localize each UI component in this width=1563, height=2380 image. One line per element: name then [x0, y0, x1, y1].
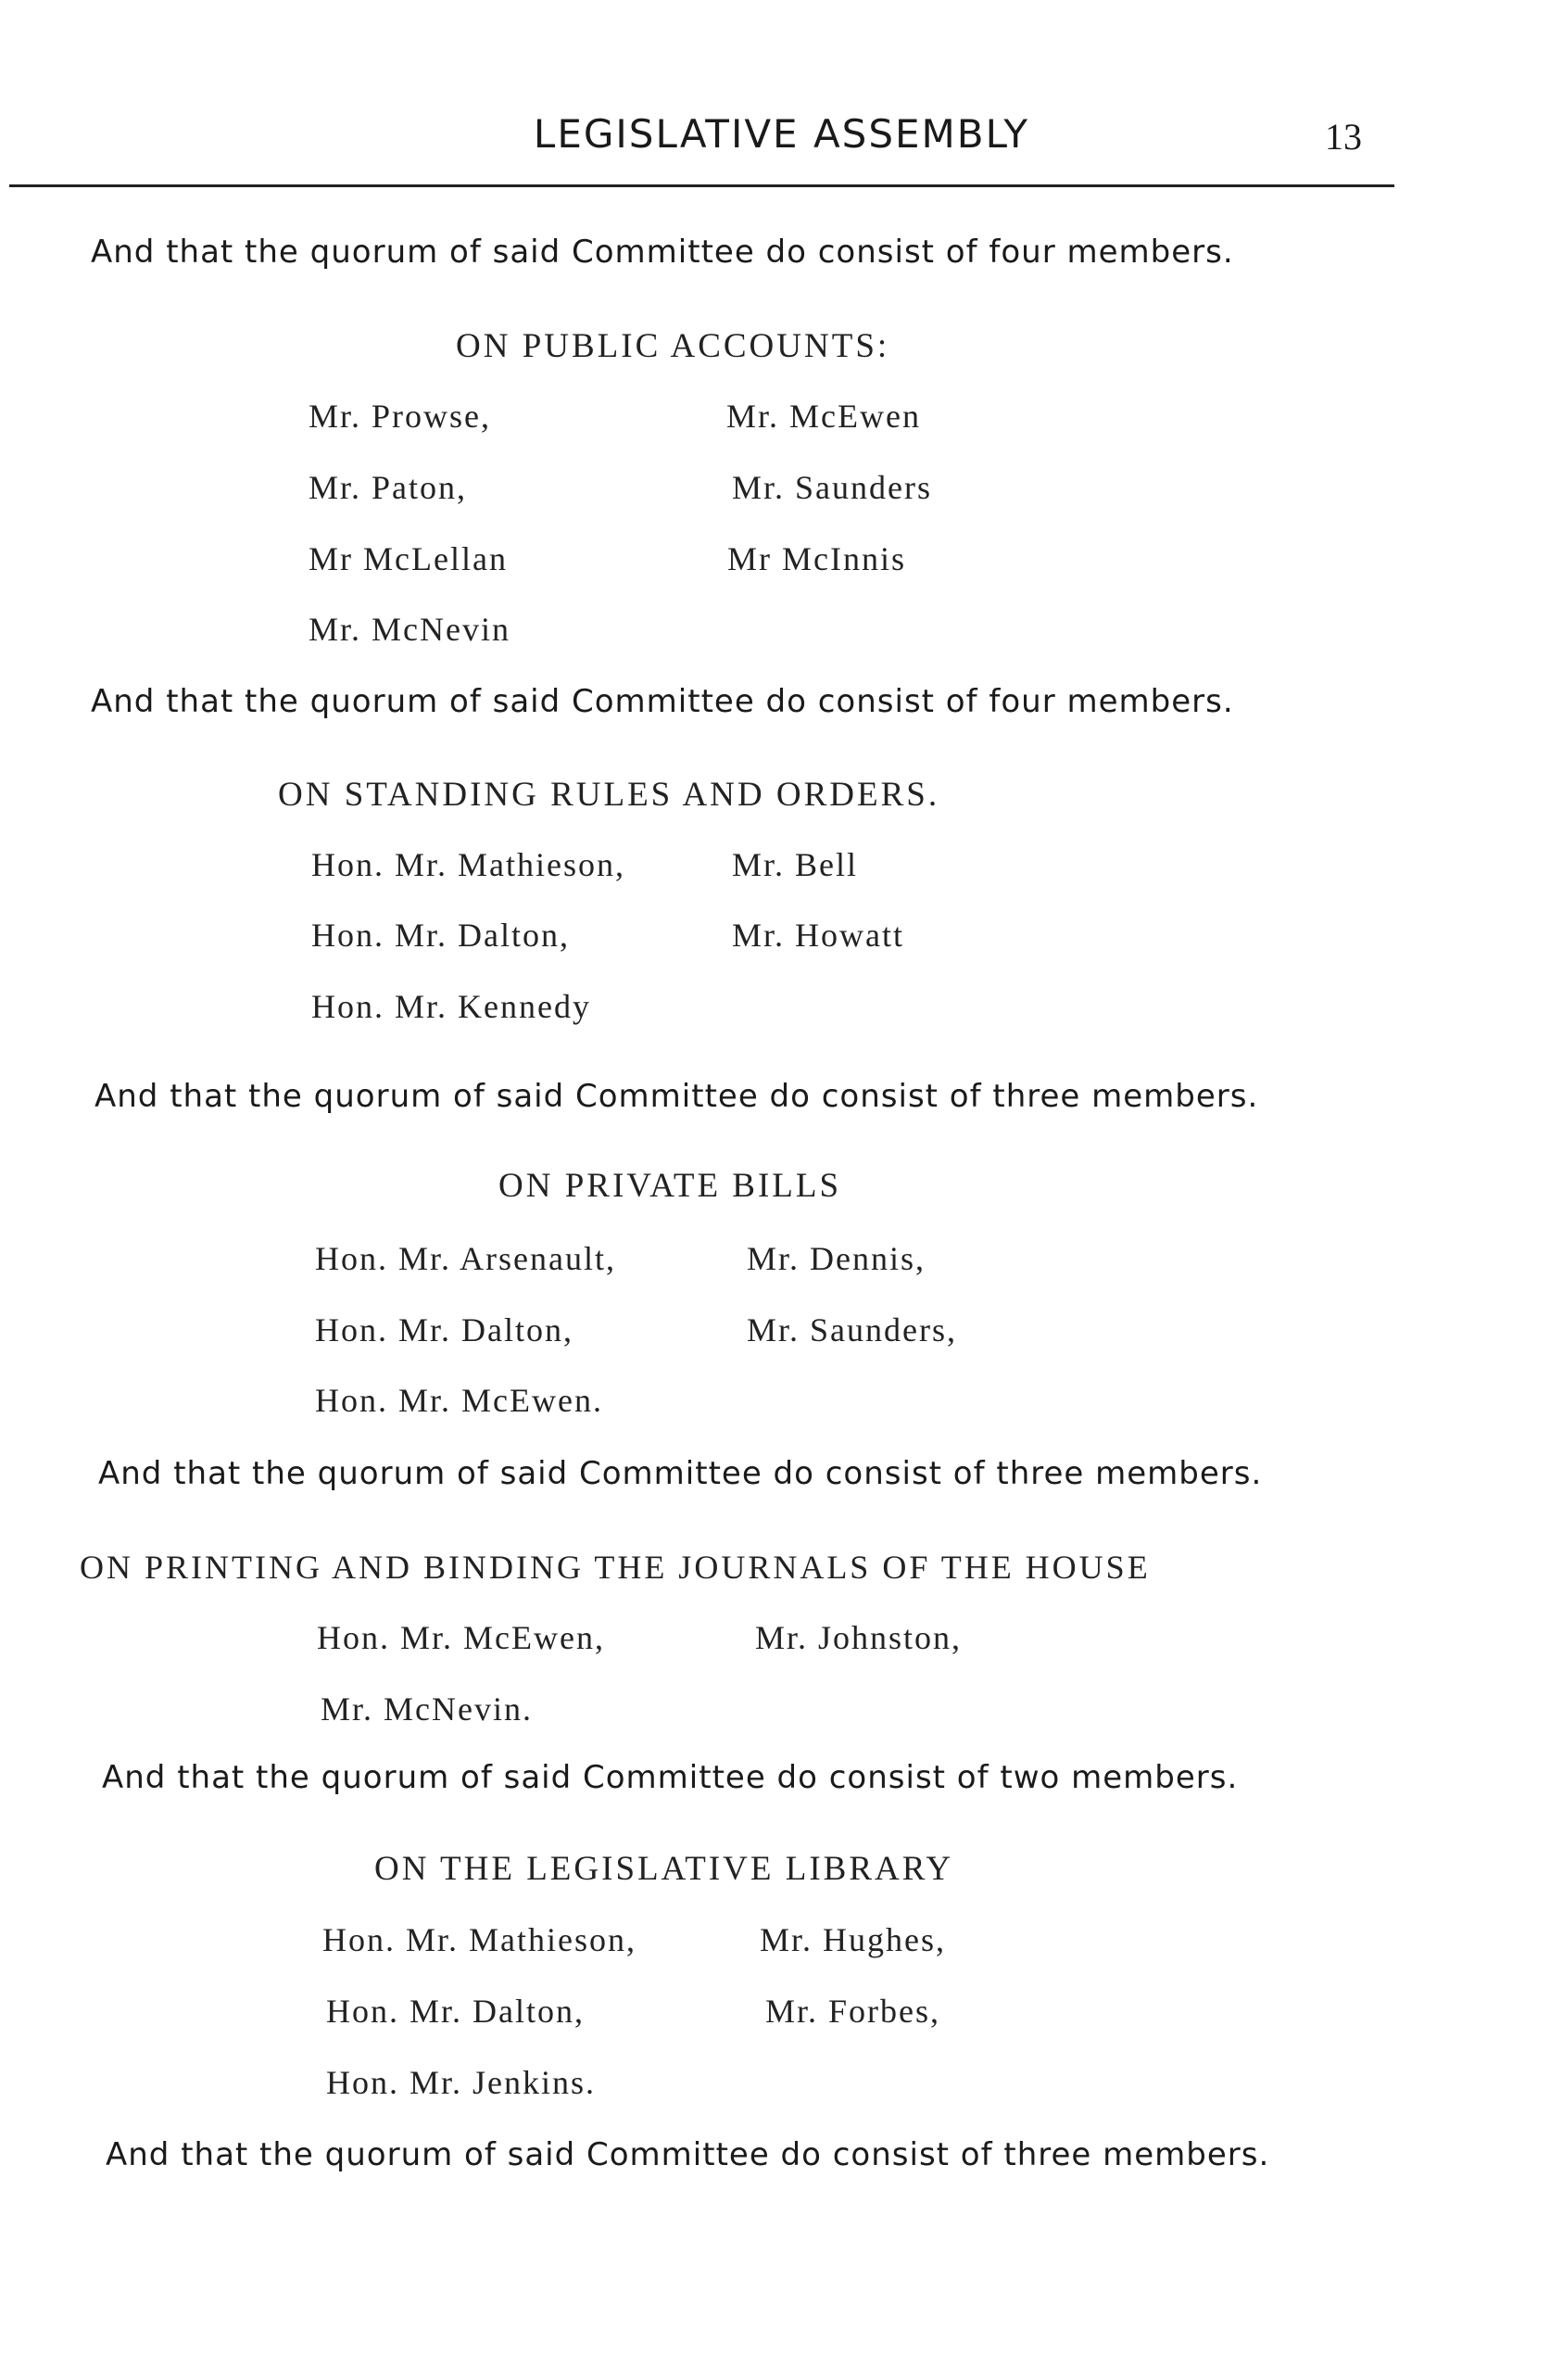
member-name: Hon. Mr. Dalton,: [311, 917, 570, 954]
member-name: Mr. Howatt: [732, 917, 904, 954]
member-name: Mr. Johnston,: [755, 1619, 963, 1656]
quorum-statement: And that the quorum of said Committee do consist of two members.: [102, 1759, 1239, 1796]
quorum-statement: And that the quorum of said Committee do consist of four members.: [91, 683, 1234, 720]
committee-heading-legislative-library: ON THE LEGISLATIVE LIBRARY: [374, 1850, 954, 1888]
member-name: Mr. McNevin.: [321, 1690, 533, 1728]
quorum-statement: And that the quorum of said Committee do consist of three members.: [106, 2136, 1270, 2173]
member-name: Mr. Prowse,: [309, 398, 492, 435]
member-name: Hon. Mr. Kennedy: [311, 988, 591, 1025]
committee-heading-printing-binding: ON PRINTING AND BINDING THE JOURNALS OF THE HOUSE: [80, 1549, 1151, 1586]
header-rule: [9, 184, 1394, 187]
committee-heading-public-accounts: ON PUBLIC ACCOUNTS:: [456, 327, 890, 365]
committee-heading-private-bills: ON PRIVATE BILLS: [498, 1167, 842, 1205]
member-name: Hon. Mr. McEwen,: [317, 1619, 605, 1656]
member-name: Mr. McEwen: [726, 398, 921, 435]
member-name: Mr McLellan: [309, 540, 508, 577]
member-name: Hon. Mr. Mathieson,: [322, 1921, 637, 1958]
committee-heading-standing-rules: ON STANDING RULES AND ORDERS.: [278, 776, 940, 814]
member-name: Hon. Mr. Jenkins.: [326, 2064, 597, 2101]
member-name: Mr. McNevin: [309, 611, 510, 648]
page-number: 13: [1325, 116, 1362, 158]
member-name: Mr. Saunders: [732, 469, 932, 506]
member-name: Mr. Saunders,: [747, 1311, 957, 1348]
quorum-statement: And that the quorum of said Committee do consist of three members.: [98, 1455, 1263, 1492]
member-name: Mr. Forbes,: [765, 1993, 941, 2030]
member-name: Mr. Bell: [732, 846, 859, 883]
member-name: Mr McInnis: [727, 540, 906, 577]
quorum-statement: And that the quorum of said Committee do consist of three members.: [95, 1078, 1259, 1115]
member-name: Mr. Dennis,: [747, 1240, 926, 1277]
member-name: Mr. Hughes,: [760, 1921, 946, 1958]
member-name: Hon. Mr. Dalton,: [326, 1993, 585, 2030]
quorum-statement: And that the quorum of said Committee do consist of four members.: [91, 234, 1234, 271]
member-name: Hon. Mr. McEwen.: [315, 1382, 603, 1419]
member-name: Mr. Paton,: [309, 469, 468, 506]
member-name: Hon. Mr. Mathieson,: [311, 846, 625, 883]
member-name: Hon. Mr. Dalton,: [315, 1311, 574, 1348]
member-name: Hon. Mr. Arsenault,: [315, 1240, 616, 1277]
running-head: LEGISLATIVE ASSEMBLY: [533, 111, 1030, 157]
